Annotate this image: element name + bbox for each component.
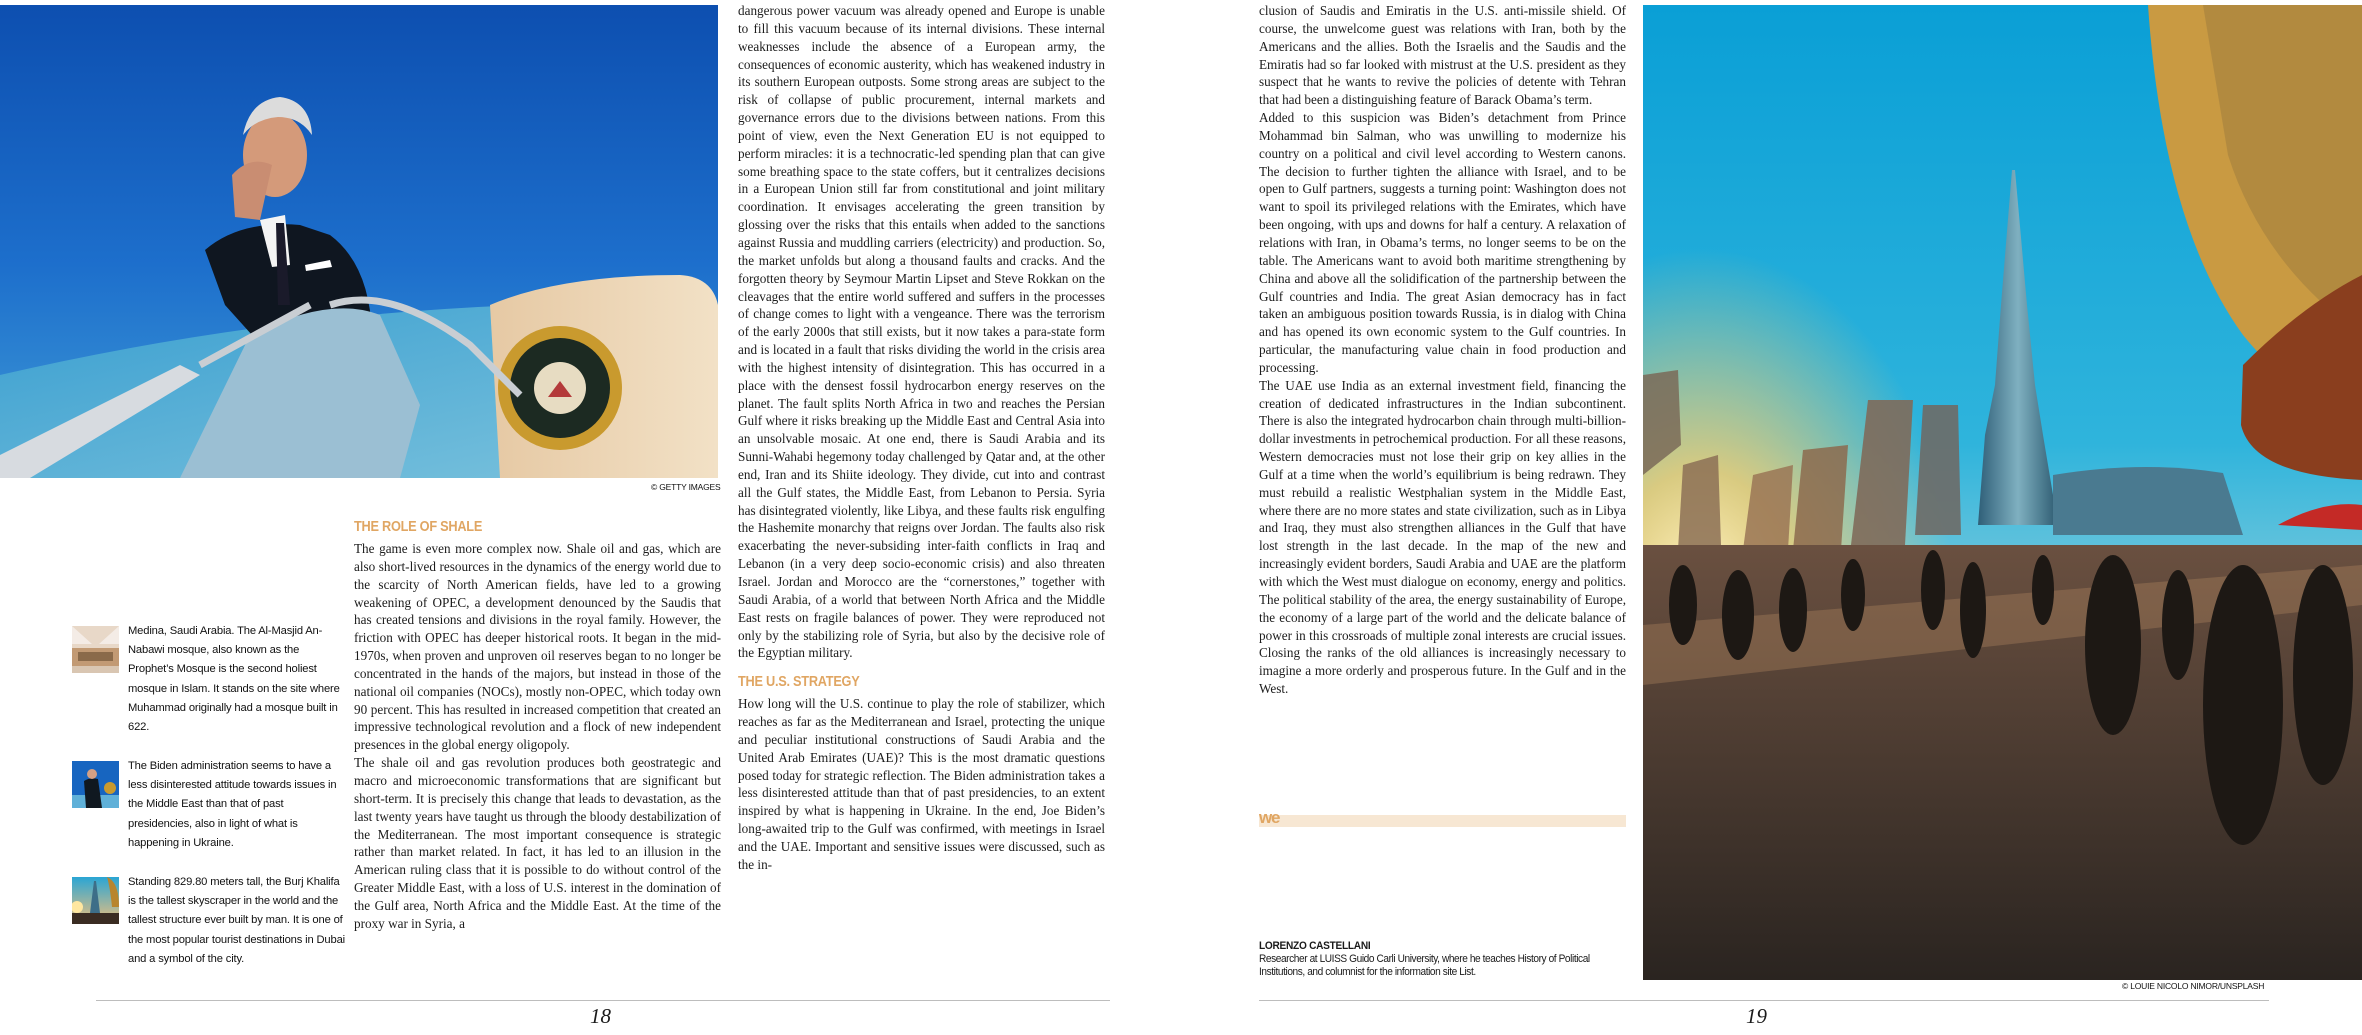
author-bio xyxy=(1259,940,1639,979)
article-column-middle xyxy=(738,2,1105,874)
article-column-left xyxy=(354,518,721,933)
footer-rule-left xyxy=(96,1000,1110,1001)
caption-biden-administration xyxy=(72,761,347,853)
photo-credit-getty: © GETTY IMAGES xyxy=(651,482,721,492)
mosque-thumbnail-image xyxy=(72,626,119,673)
body-paragraph: How long will the U.S. continue to play the role of stabilizer, which reaches as far as the Mediterranean and Israel, protecting the unique and peculiar institutional constructions of Saudi Arabia and the United Arab Emirates (UAE)? This is the most dramatic questions posed today for strategic reflection. The Biden administration takes a less disinterested attitude than that of past presidencies, to an extent inspired by what is happening in Ukraine. In the end, Joe Biden’s long-awaited trip to the Gulf was confirmed, with meetings in Israel and the UAE. Important and sensitive issues were discussed, such as the in- xyxy=(738,696,1105,872)
body-paragraph: Added to this suspicion was Biden’s detachment from Prince Mohammad bin Salman, who was unwilling to modernize his country on a political and civil level according to Western canons. The decision to further tighten the alliance with Israel, and to be open to Gulf partners, suggests a turning point: Washington does not want to spoil its privileged relations with the Emirates, which have been ongoing, with ups and downs for half a century. A relaxation of relations with Iran, in Obama’s terms, no longer seems to be on the table. The Americans want to avoid both maritime strengthening by China and above all the solidification of the partnership between the Gulf countries and India. The great Asian democracy has in fact taken an ambiguous position towards Russia, is in dialog with China and has opened its own economic system to the Gulf countries. In particular, the manufacturing value chain in food production and processing. xyxy=(1259,110,1626,375)
biden-thumbnail xyxy=(72,761,119,808)
photo-burj-khalifa xyxy=(1643,5,2362,980)
section-heading-shale: THE ROLE OF SHALE xyxy=(354,519,483,535)
end-mark-bar xyxy=(1259,815,1626,827)
page-number-right: 19 xyxy=(1746,1004,1767,1028)
we-logo: we xyxy=(1259,808,1280,827)
burj-khalifa-thumbnail-image xyxy=(72,877,119,924)
caption-text: Standing 829.80 meters tall, the Burj Khalifa is the tallest skyscraper in the world and the tallest structure ever built by man. It is one of the most popular tourist destinations in Dubai and a symbol of the city. xyxy=(128,876,345,965)
article-column-right xyxy=(1259,2,1626,698)
photo-credit-unsplash: © LOUIE NICOLO NIMOR/UNSPLASH xyxy=(2122,981,2265,991)
photo-biden-salute xyxy=(0,5,718,478)
caption-text: The Biden administration seems to have a less disinterested attitude towards issues in the Middle East than that of past presidencies, also in light of what is happening in Ukraine. xyxy=(128,760,337,849)
body-paragraph: dangerous power vacuum was already opened and Europe is unable to fill this vacuum because of its internal divisions. These internal weaknesses include the absence of a European army, the consequences of economic austerity, which has weakened industry in its southern European outposts. Some strong areas are subject to the risk of collapse of public procurement, internal markets and governance errors due to the divisions between nations. From this point of view, even the Next Generation EU is not equipped to perform miracles: it is a technocratic-led spending plan that can give some breathing space to the state coffers, but it centralizes decisions in a European Union still far from constitutional and joint military coordination. It envisages accelerating the green transition by glossing over the risks that this entails when added to the sanctions against Russia and muddling carriers (electricity) and production. So, the market unfolds but along a thousand faults and cracks. And the forgotten theory by Seymour Martin Lipset and Steve Rokkan on the cleavages that the entire world suffered and suffers in the processes of change comes to light with a vengeance. There was the terrorism of the early 2000s that still exists, but it now takes a para-state form and is located in a fault that risks dividing the world in the crisis area with the highest intensity of disintegration. This has occurred in a place with the densest fossil hydrocarbon energy reserves on the planet. The fault splits North Africa in two and reaches the Persian Gulf where it risks breaking up the Middle East and Central Asia into an unsolvable mosaic. At one end, there is Saudi Arabia and its Sunni-Wahabi hegemony today challenged by Qatar and, at the other end, Iran and its Shiite ideology. They divide, cut into and contrast all the Gulf states, the Middle East, from Lebanon to Persia. Syria has disintegrated violently, like Libya, and these faults risk engulfing the Hashemite monarchy that reigns over Jordan. The faults also risk exacerbating the never-subsiding inter-faith conflicts in Iraq and Lebanon (in a very deep socio-economic crisis) and also threaten Israel. Jordan and Morocco are the “cornerstones,” together with Saudi Arabia, of a world that between North Africa and the Middle East rests on fragile balances of power. They were reproduced not only by the stabilizing role of Syria, but also by the decisive role of the Egyptian military. xyxy=(738,3,1105,661)
dubai-photo-illustration xyxy=(1643,5,2362,980)
biden-photo-illustration xyxy=(0,5,718,478)
caption-medina-mosque xyxy=(72,626,347,737)
body-paragraph: The shale oil and gas revolution produces both geostrategic and macro and microeconomic transformations that are significant but short-term. It is precisely this change that leads to devastation, as the last twenty years have taught us through the bloody destabilization of the Mediterranean. The most important consequence is strategic rather than market related. In fact, it has led to an illusion in the American ruling class that it is possible to do without control of the Greater Middle East, with a loss of U.S. interest in the domination of the Gulf area, North Africa and the Middle East. At the time of the proxy war in Syria, a xyxy=(354,755,721,931)
caption-burj-khalifa xyxy=(72,877,347,969)
page-number-left: 18 xyxy=(590,1004,611,1028)
body-paragraph: The game is even more complex now. Shale oil and gas, which are also short-lived resources in the dynamics of the energy world due to the scarcity of North American fields, have led to a growing weakening of OPEC, a development denounced by the Saudis that has created tensions and divisions in the royal family. However, the friction with OPEC has deeper historical roots. It began in the mid-1970s, when proven and unproven oil reserves began to no longer be concentrated in the hands of the majors, but instead in those of the national oil companies (NOCs), mostly non-OPEC, which today own 90 percent. This has resulted in increased competition that created an impressive technological revolution and a flock of new independent presences in the global energy oligopoly. xyxy=(354,541,721,753)
section-heading-us-strategy: THE U.S. STRATEGY xyxy=(738,674,860,691)
burj-khalifa-thumbnail xyxy=(72,877,119,924)
body-paragraph: clusion of Saudis and Emiratis in the U.S. anti-missile shield. Of course, the unwelcome guest was relations with Iran, both by the Americans and the allies. Both the Israelis and the Saudis and the Emiratis had so far looked with mistrust at the U.S. president as they suspect that he wants to revive the policies of detente with Tehran that had been a distinguishing feature of Barack Obama’s term. xyxy=(1259,3,1626,108)
biden-thumbnail-image xyxy=(72,761,119,808)
footer-rule-right xyxy=(1259,1000,2269,1001)
body-paragraph: The UAE use India as an external investment field, financing the creation of dedicated infrastructures in the Indian subcontinent. There is also the integrated hydrocarbon chain through multi-billion-dollar investments in petrochemical production. For all these reasons, Western democracies must not lose their grip on key allies in the Gulf at a time when the world’s equilibrium is being redrawn. They must rebuild a realistic Westphalian system in the Middle East, where there are no more states and state civilization, such as in Libya and Iraq, they must also strengthen alliances in the Gulf that have lost strength in the last decade. In the map of the new and increasingly evident borders, Saudi Arabia and UAE are the platform with which the West must dialogue on economy, energy and politics. The political stability of the area, the energy sustainability of Europe, the economy of a large part of the world and the delicate balance of power in this crossroads of multiple zonal interests are crucial issues. Closing the ranks of the old alliances is increasingly necessary to imagine a more orderly and prosperous future. In the Gulf and in the West. xyxy=(1259,377,1626,697)
author-name: LORENZO CASTELLANI xyxy=(1259,940,1371,952)
caption-text: Medina, Saudi Arabia. The Al-Masjid An-Nabawi mosque, also known as the Prophet’s Mosque is the second holiest mosque in Islam. It stands on the site where Muhammad originally had a mosque built in 622. xyxy=(128,625,340,734)
mosque-thumbnail xyxy=(72,626,119,673)
author-description: Researcher at LUISS Guido Carli University, where he teaches History of Political Institutions, and columnist for the information site List. xyxy=(1259,953,1590,978)
